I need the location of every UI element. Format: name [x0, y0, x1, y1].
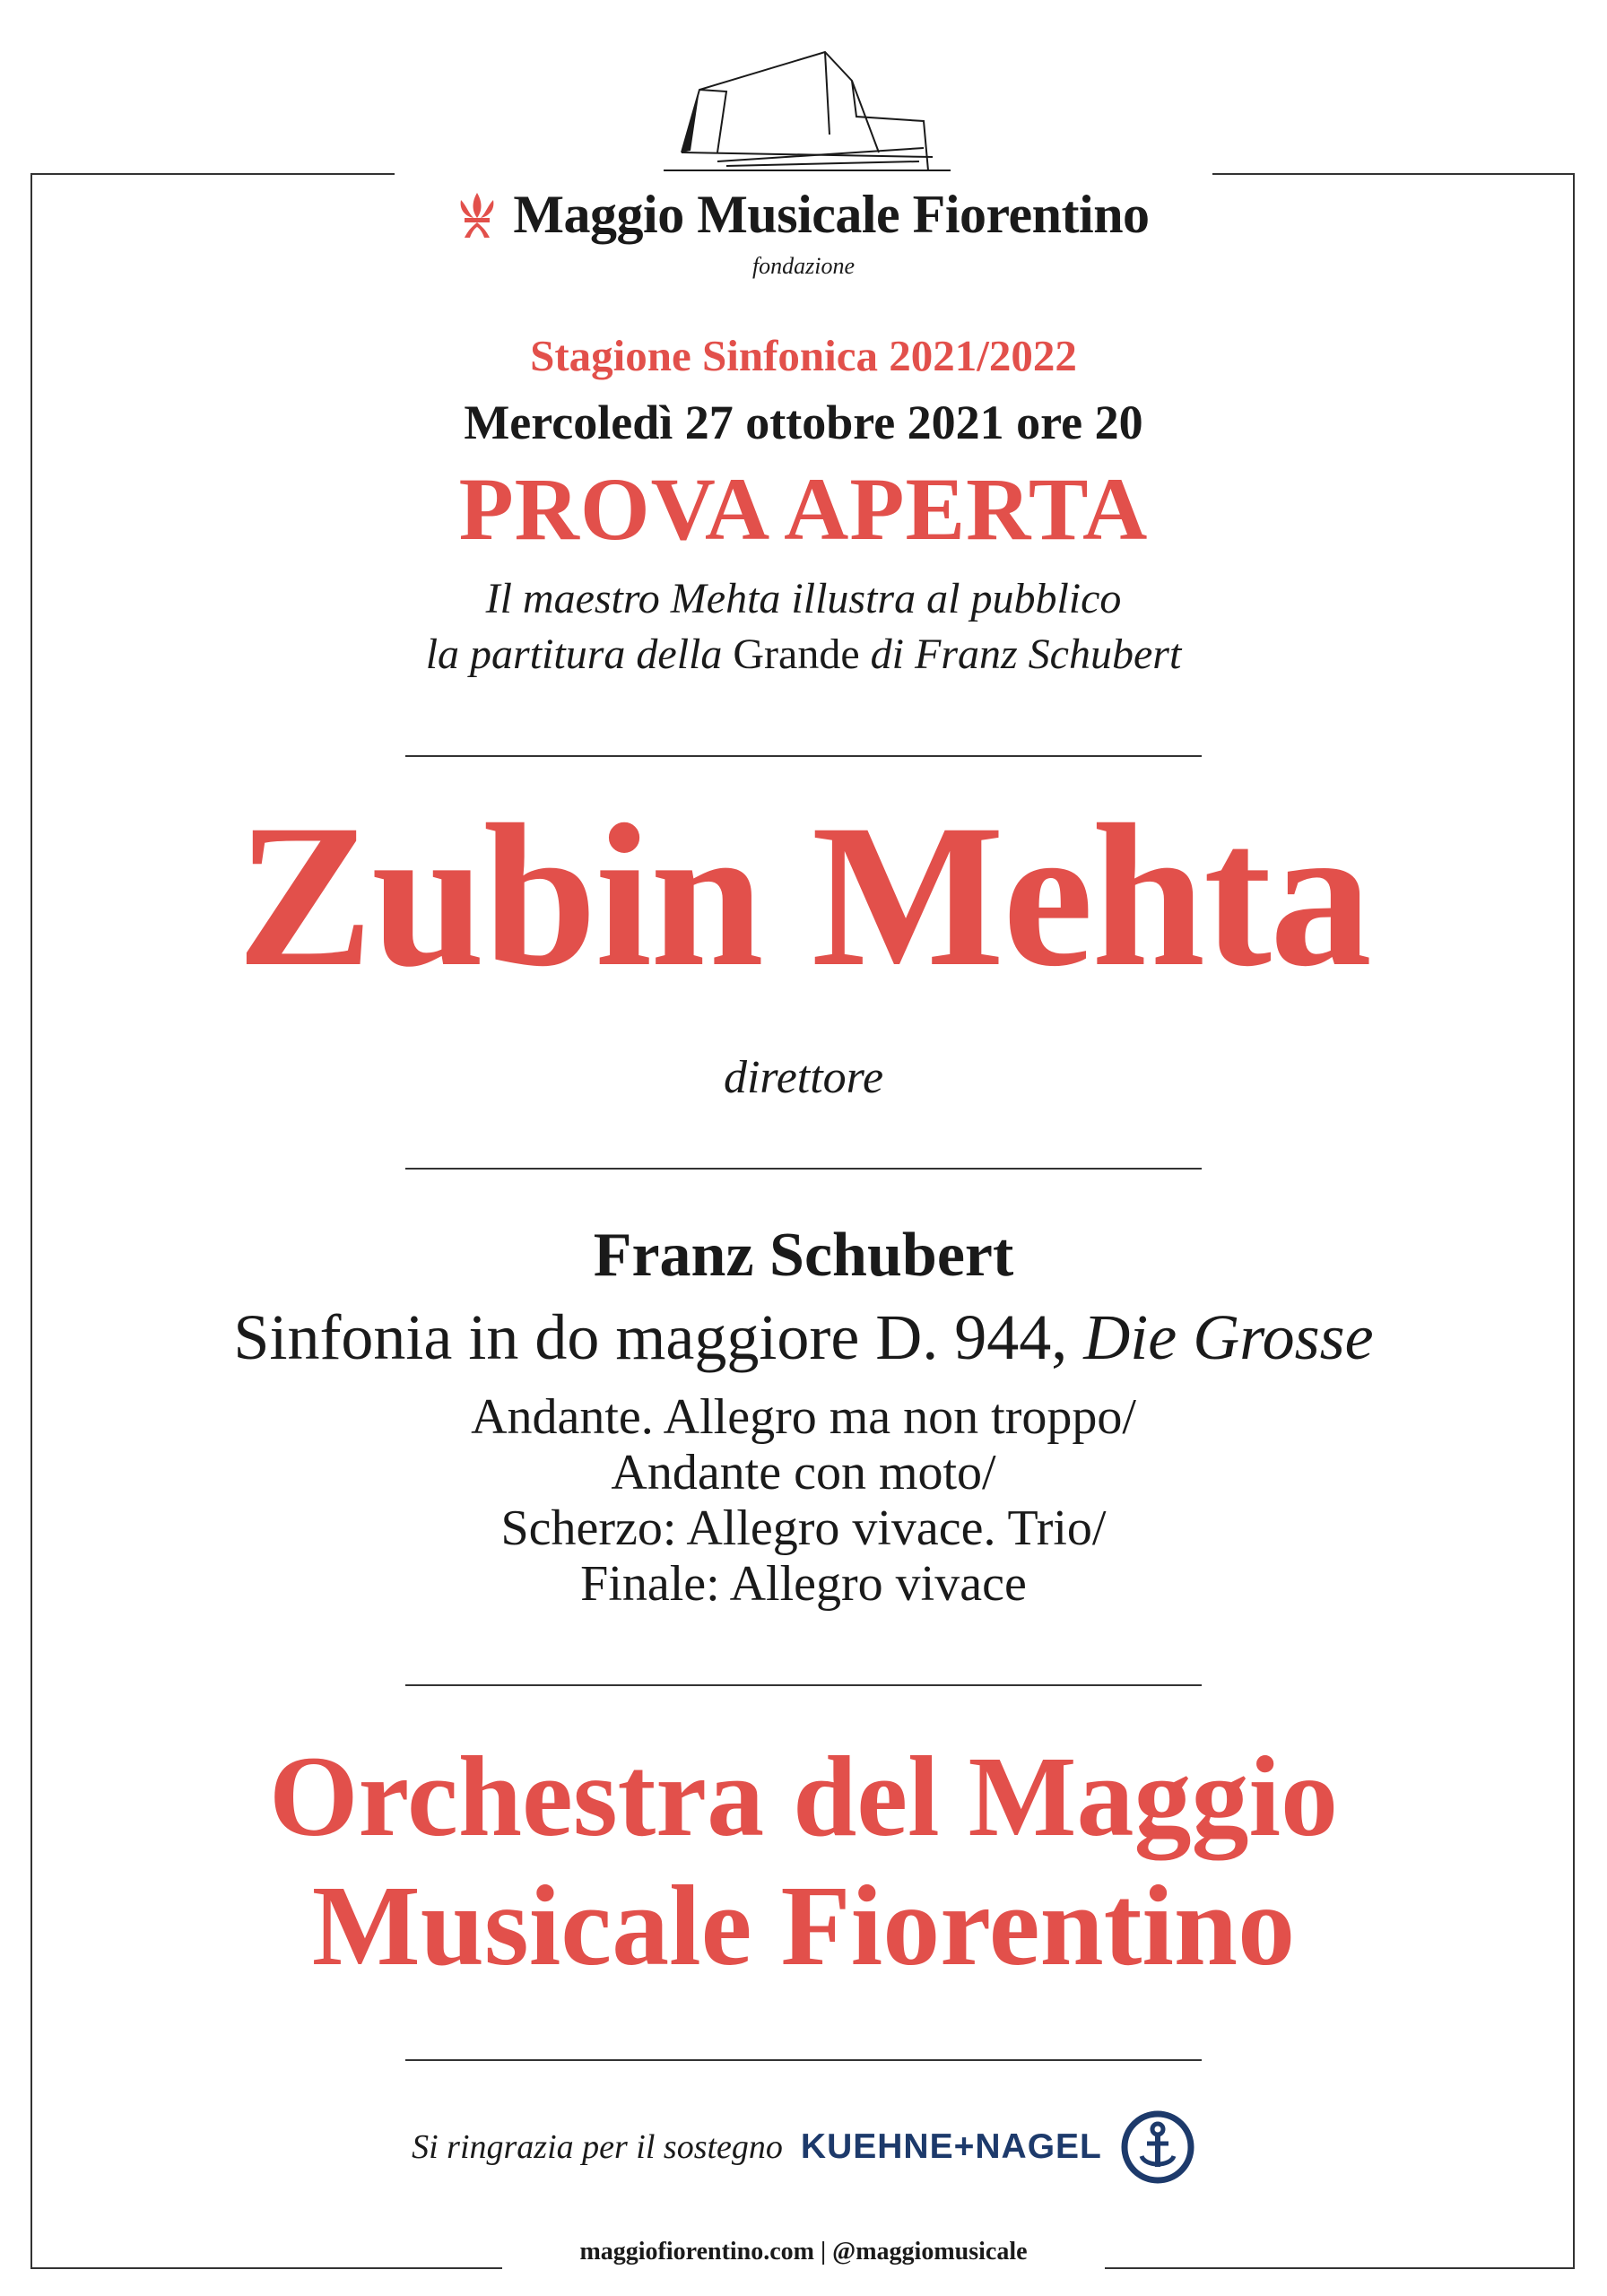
work-title — [0, 1300, 1607, 1375]
description-text: di Franz Schubert — [859, 631, 1182, 678]
anchor-logo-icon — [1120, 2109, 1195, 2185]
sponsor-thanks: Si ringrazia per il sostegno — [412, 2128, 783, 2166]
movement-item: Finale: Allegro vivace — [580, 1556, 1027, 1612]
work-title-text: Sinfonia in do maggiore D. 944, — [233, 1301, 1084, 1373]
event-date: Mercoledì 27 ottobre 2021 ore 20 — [464, 396, 1143, 449]
movement-item: Scherzo: Allegro vivace. Trio/ — [500, 1500, 1107, 1556]
event-type-heading: PROVA APERTA — [458, 459, 1149, 559]
divider — [405, 1684, 1202, 1686]
orchestra-name-line1: Orchestra del Maggio — [268, 1733, 1339, 1860]
conductor-role: direttore — [723, 1052, 884, 1103]
sponsor-logo-text: KUEHNE+NAGEL — [800, 2127, 1102, 2166]
divider — [405, 1168, 1202, 1170]
event-description-line2 — [0, 630, 1607, 679]
org-subtitle: fondazione — [751, 253, 856, 279]
event-description-line1: Il maestro Mehta illustra al pubblico — [485, 575, 1122, 622]
season-title: Stagione Sinfonica 2021/2022 — [530, 331, 1077, 380]
description-text: la partitura della — [425, 631, 734, 678]
florence-lily-icon — [457, 191, 497, 239]
conductor-name: Zubin Mehta — [237, 783, 1370, 1009]
movement-item: Andante con moto/ — [611, 1445, 996, 1500]
theatre-building-icon — [664, 36, 951, 179]
org-logo — [0, 184, 1607, 246]
footer-links: maggiofiorentino.com | @maggiomusicale — [579, 2238, 1028, 2266]
divider — [405, 2059, 1202, 2061]
sponsor-row — [0, 2109, 1607, 2185]
divider — [405, 755, 1202, 757]
work-nickname: Die Grosse — [1083, 1301, 1374, 1373]
org-title: Maggio Musicale Fiorentino — [513, 185, 1150, 244]
movement-item: Andante. Allegro ma non troppo/ — [471, 1389, 1136, 1445]
composer-name: Franz Schubert — [593, 1221, 1014, 1290]
orchestra-name-line2: Musicale Fiorentino — [311, 1862, 1296, 1989]
work-short-name: Grande — [733, 631, 860, 678]
